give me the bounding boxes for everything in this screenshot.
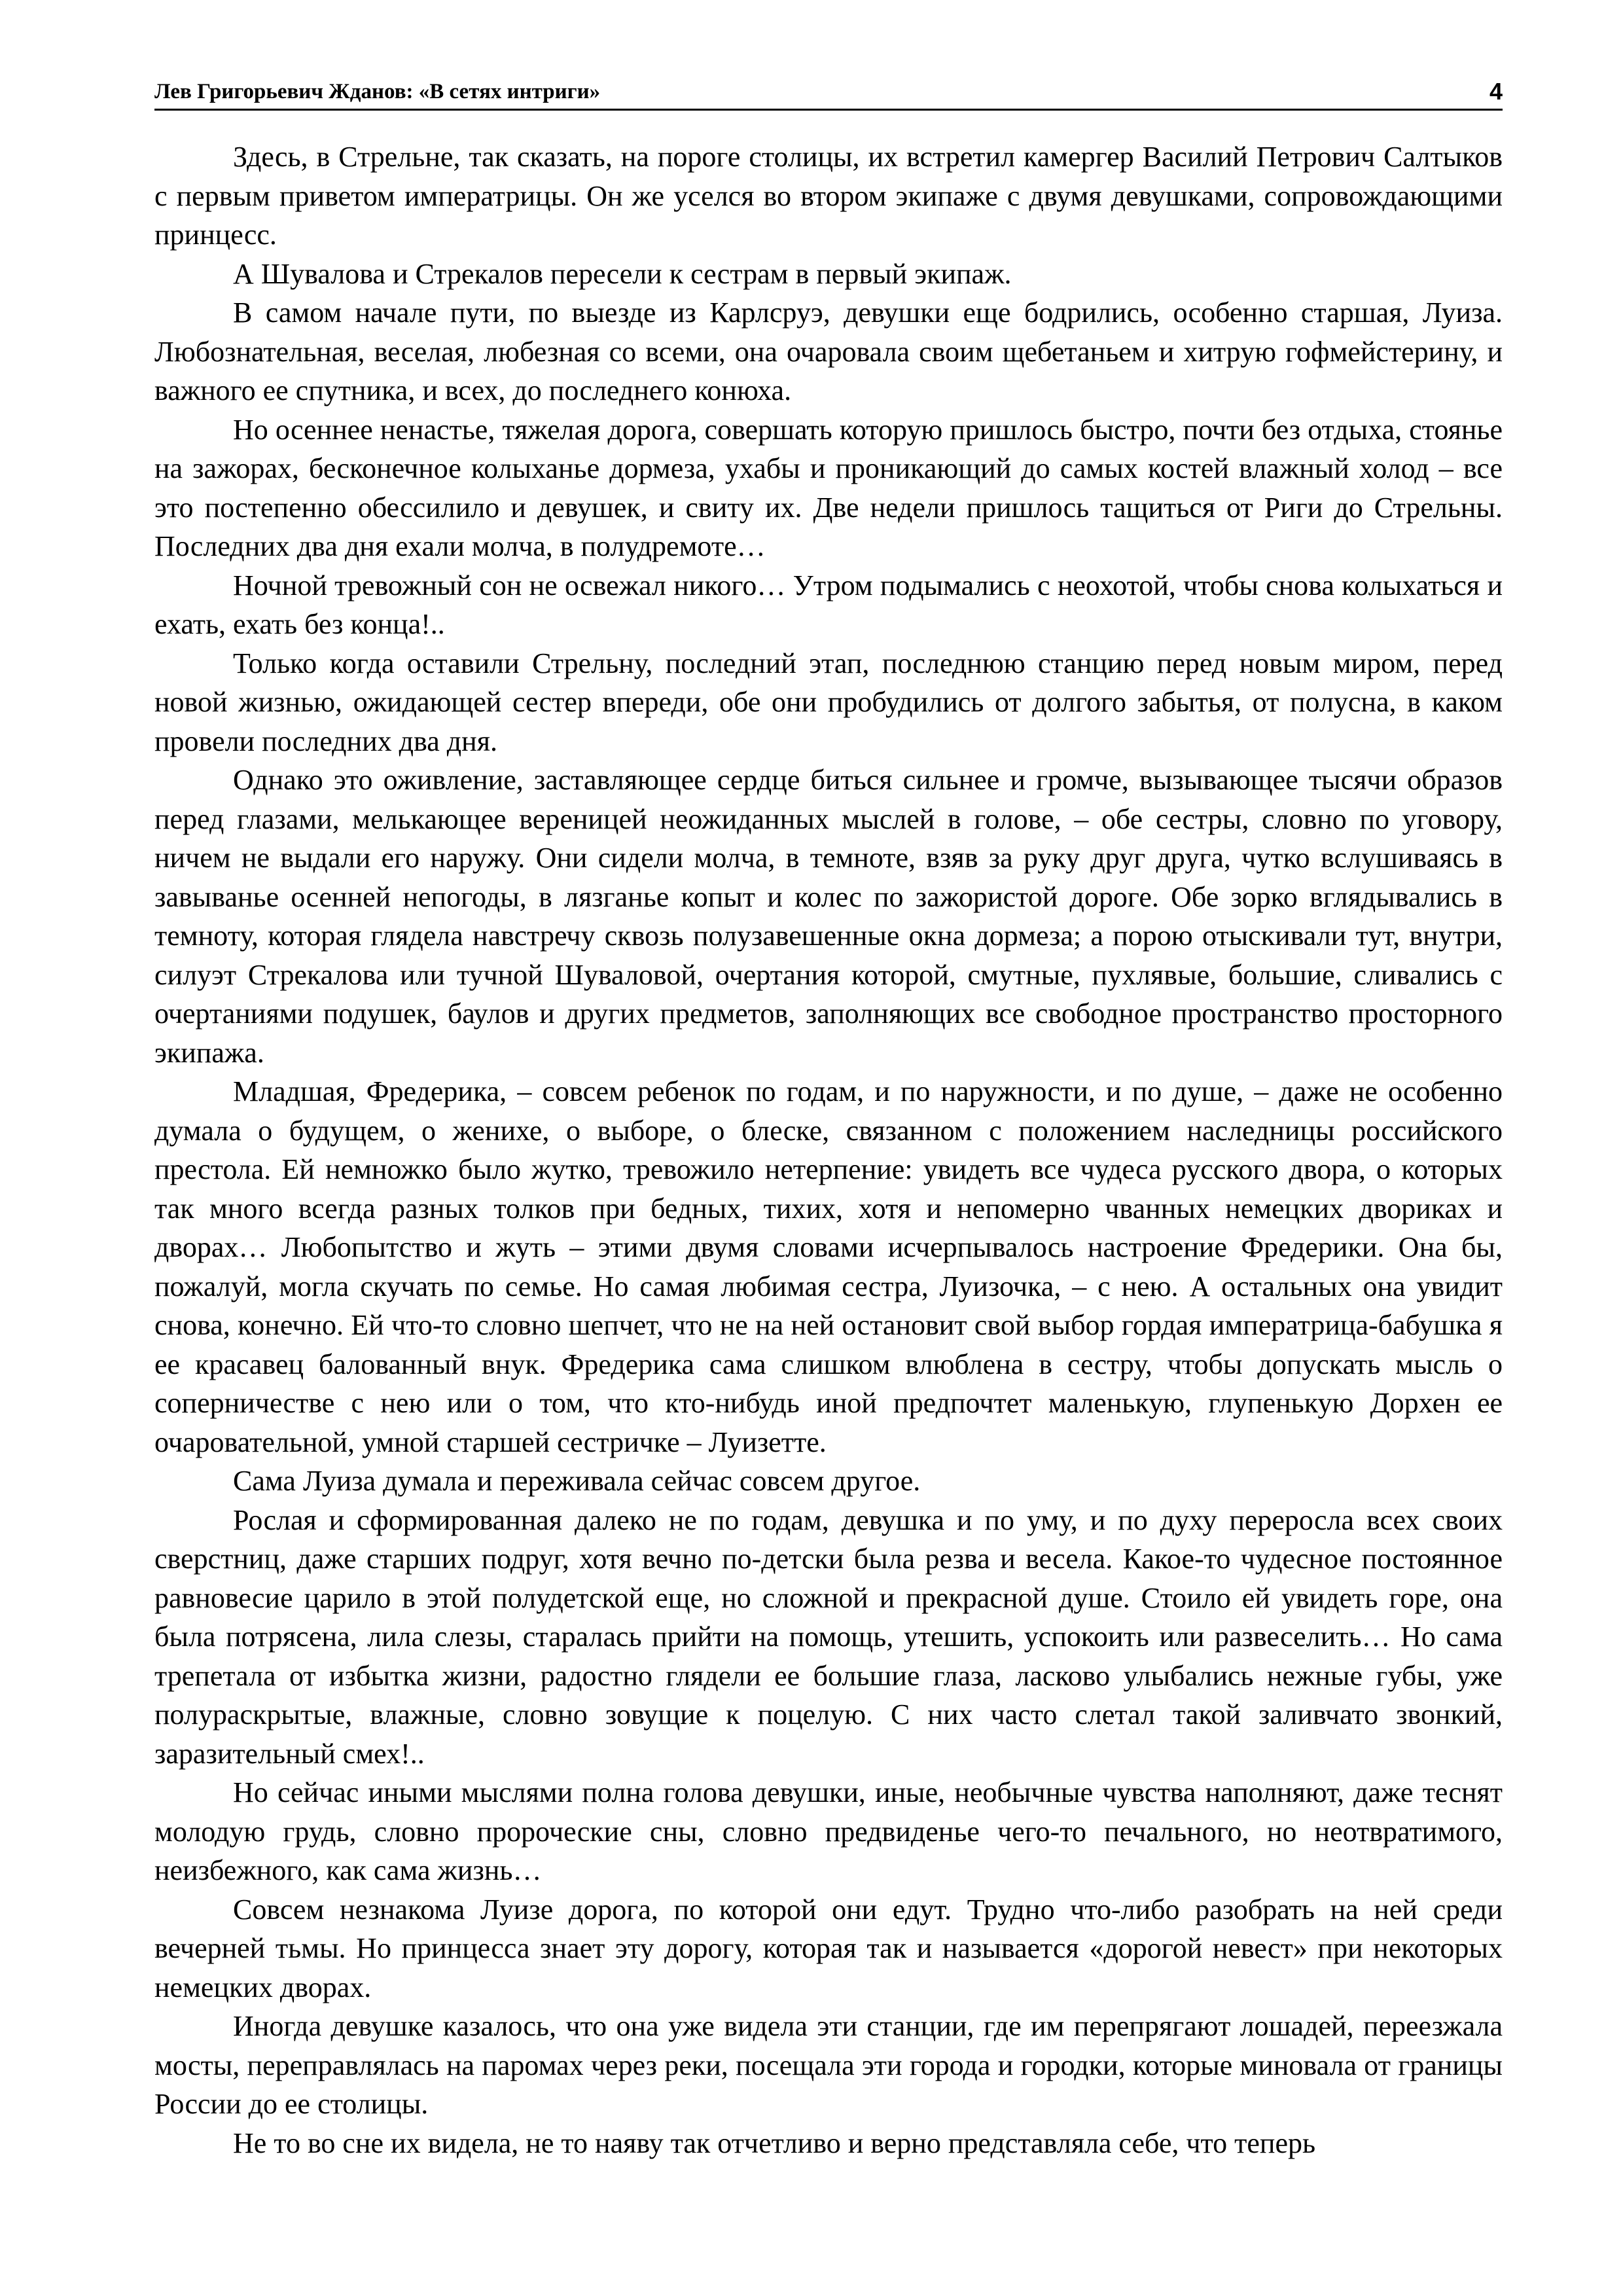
paragraph: Однако это оживление, заставляющее сердце биться сильнее и громче, вызывающее тысячи образов перед глазами, мелькающее вереницей неожиданных мыслей в голове, – обе сестры, словно по уговору, ничем не выдали его наружу. Они сидели молча, в темноте, взяв за руку друг друга, чутко вслушиваясь в завыванье осенней непогоды, в лязганье копыт и колес по зажористой дороге. Обе зорко вглядывались в темноту, которая глядела навстречу сквозь полузавешенные окна дормеза; а порою отыскивали тут, внутри, силуэт Стрекалова или тучной Шуваловой, очертания которой, смутные, пухлявые, большие, сливались с очертаниями подушек, баулов и других предметов, заполняющих все свободное пространство просторного экипажа. bbox=[154, 764, 1503, 1069]
paragraph: А Шувалова и Стрекалов пересели к сестрам в первый экипаж. bbox=[233, 257, 1012, 290]
paragraph: Сама Луиза думала и переживала сейчас совсем другое. bbox=[233, 1465, 921, 1497]
paragraph: Здесь, в Стрельне, так сказать, на пороге столицы, их встретил камергер Василий Петрович Салтыков с первым приветом императрицы. Он же уселся во втором экипаже с двумя девушками, сопровождающими принцесс. bbox=[154, 141, 1503, 251]
paragraph: Совсем незнакома Луизе дорога, по которой они едут. Трудно что-либо разобрать на ней среди вечерней тьмы. Но принцесса знает эту дорогу, которая так и называется «дорогой невест» при некоторых немецких дворах. bbox=[154, 1893, 1503, 2003]
paragraph: В самом начале пути, по выезде из Карлсруэ, девушки еще бодрились, особенно старшая, Луиза. Любознательная, веселая, любезная со всеми, она очаровала своим щебетаньем и хитрую гофмейстерину, и важного ее спутника, и всех, до последнего конюха. bbox=[154, 296, 1503, 406]
paragraph: Ночной тревожный сон не освежал никого… Утром подымались с неохотой, чтобы снова колыхаться и ехать, ехать без конца!.. bbox=[154, 569, 1503, 640]
paragraph: Не то во сне их видела, не то наяву так отчетливо и верно представляла себе, что теперь bbox=[233, 2126, 1316, 2159]
running-header bbox=[154, 73, 1503, 111]
paragraph: Рослая и сформированная далеко не по годам, девушка и по уму, и по духу переросла всех своих сверстниц, даже старших подруг, хотя вечно по-детски была резва и весела. Какое-то чудесное постоянное равновесие царило в этой полудетской еще, но сложной и прекрасной душе. Стоило ей увидеть горе, она была потрясена, лила слезы, старалась прийти на помощь, утешить, успокоить или развеселить… Но сама трепетала от избытка жизни, радостно глядели ее большие глаза, ласково улыбались нежные губы, уже полураскрытые, влажные, словно зовущие к поцелую. С них часто слетал такой заливчато звонкий, заразительный смех!.. bbox=[154, 1503, 1503, 1770]
body-text bbox=[154, 137, 1503, 2162]
paragraph: Младшая, Фредерика, – совсем ребенок по годам, и по наружности, и по душе, – даже не особенно думала о будущем, о женихе, о выборе, о блеске, связанном с положением наследницы российского престола. Ей немножко было жутко, тревожило нетерпение: увидеть все чудеса русского двора, о которых так много всегда разных толков при бедных, тихих, хотя и непомерно чванных немецких двориках и дворах… Любопытство и жуть – этими двумя словами исчерпывалось настроение Фредерики. Она бы, пожалуй, могла скучать по семье. Но самая любимая сестра, Луизочка, – с нею. А остальных она увидит снова, конечно. Ей что-то словно шепчет, что не на ней остановит свой выбор гордая императрица-бабушка я ее красавец балованный внук. Фредерика сама слишком влюблена в сестру, чтобы допускать мысль о соперничестве с нею или о том, что кто-нибудь иной предпочтет маленькую, глупенькую Дорхен ее очаровательной, умной старшей сестричке – Луизетте. bbox=[154, 1075, 1503, 1458]
header-title: Лев Григорьевич Жданов: «В сетях интриги» bbox=[154, 80, 601, 103]
paragraph: Иногда девушке казалось, что она уже видела эти станции, где им перепрягают лошадей, переезжала мосты, переправлялась на паромах через реки, посещала эти города и городки, которые миновала от границы России до ее столицы. bbox=[154, 2010, 1503, 2120]
page-number: 4 bbox=[1489, 78, 1503, 105]
paragraph: Только когда оставили Стрельну, последний этап, последнюю станцию перед новым миром, перед новой жизнью, ожидающей сестер впереди, обе они пробудились от долгого забытья, от полусна, в каком провели последних два дня. bbox=[154, 647, 1503, 757]
paragraph: Но сейчас иными мыслями полна голова девушки, иные, необычные чувства наполняют, даже теснят молодую грудь, словно пророческие сны, словно предвиденье чего-то печального, но неотвратимого, неизбежного, как сама жизнь… bbox=[154, 1776, 1503, 1886]
paragraph: Но осеннее ненастье, тяжелая дорога, совершать которую пришлось быстро, почти без отдыха, стоянье на зажорах, бесконечное колыханье дормеза, ухабы и проникающий до самых костей влажный холод – все это постепенно обессилило и девушек, и свиту их. Две недели пришлось тащиться от Риги до Стрельны. Последних два дня ехали молча, в полудремоте… bbox=[154, 413, 1503, 562]
